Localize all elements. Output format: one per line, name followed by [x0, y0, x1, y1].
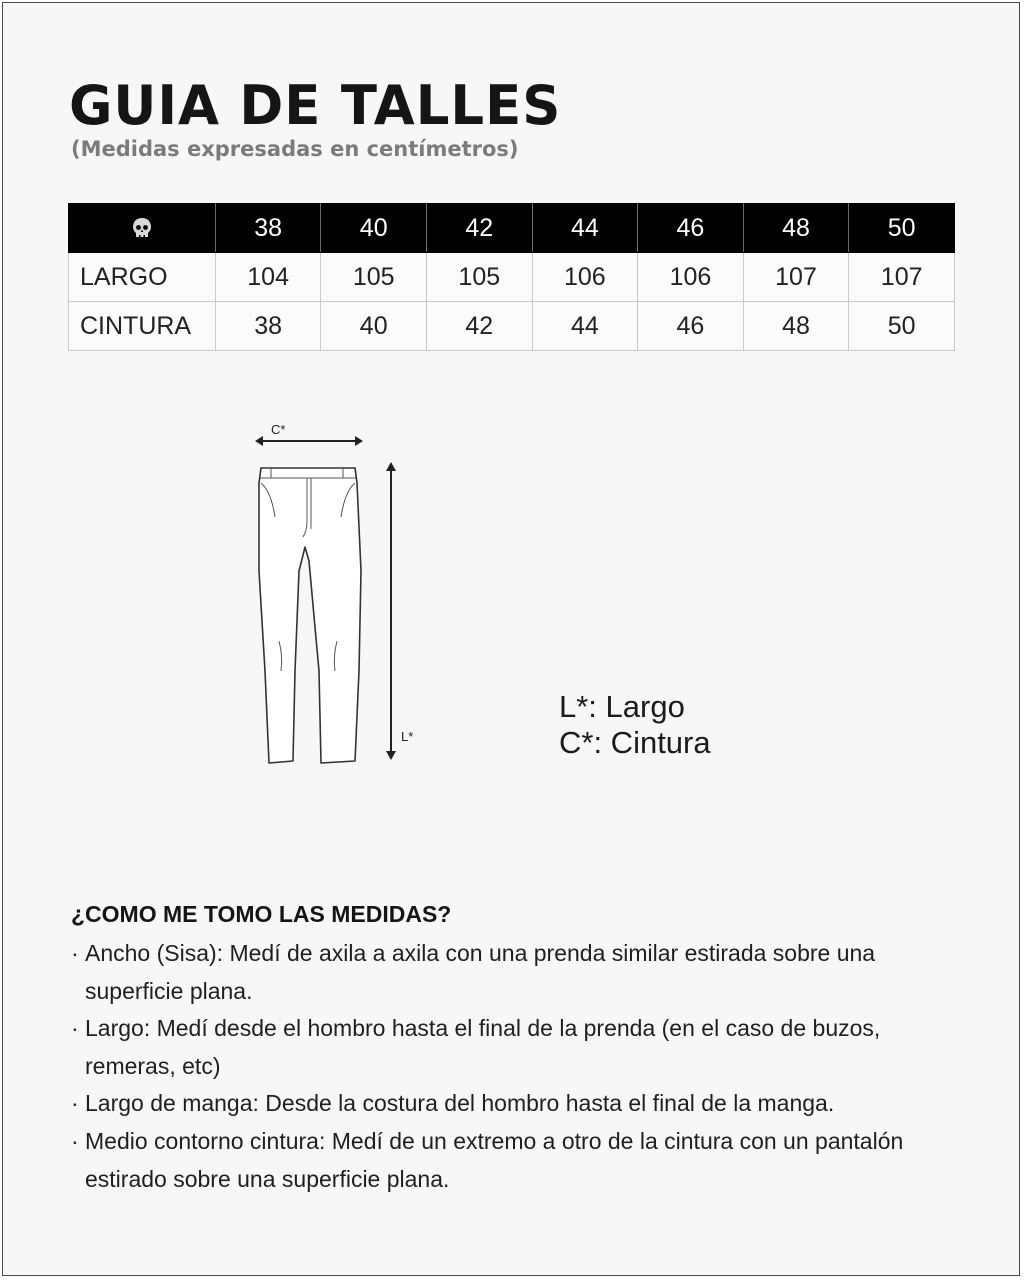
size-header-cell: 48 [743, 204, 849, 253]
length-arrow [386, 462, 396, 760]
list-item-text: Largo de manga: Desde la costura del hombro hasta el final de la manga. [85, 1090, 835, 1117]
table-cell: 42 [427, 302, 533, 351]
waist-arrow [255, 436, 363, 446]
size-header-cell: 38 [215, 204, 321, 253]
list-item [71, 1010, 971, 1085]
bullet: · [71, 940, 79, 966]
table-cell: 40 [321, 302, 427, 351]
measurement-legend [559, 689, 711, 761]
pants-diagram [249, 421, 429, 771]
list-item [71, 1123, 971, 1198]
row-label: CINTURA [69, 302, 216, 351]
size-table [68, 203, 955, 351]
size-header-cell: 44 [532, 204, 638, 253]
table-cell: 105 [321, 253, 427, 302]
howto-list [71, 935, 971, 1198]
table-cell: 48 [743, 302, 849, 351]
length-marker: L* [401, 729, 414, 744]
table-cell: 104 [215, 253, 321, 302]
list-item-text: Medio contorno cintura: Medí de un extremo a otro de la cintura con un pantalón estirado sobre una superficie plana. [85, 1127, 904, 1192]
table-cell: 107 [743, 253, 849, 302]
row-label: LARGO [69, 253, 216, 302]
table-cell: 106 [532, 253, 638, 302]
size-header-cell: 42 [427, 204, 533, 253]
page-title: GUIA DE TALLES [69, 74, 562, 137]
list-item-text: Ancho (Sisa): Medí de axila a axila con una prenda similar estirada sobre una superficie plana. [85, 940, 876, 1004]
howto-title: ¿COMO ME TOMO LAS MEDIDAS? [71, 901, 452, 927]
waist-marker: C* [271, 422, 286, 437]
table-cell: 106 [638, 253, 744, 302]
bullet: · [71, 1127, 79, 1154]
bullet: · [71, 1090, 79, 1117]
size-guide-page [2, 2, 1020, 1276]
table-cell: 44 [532, 302, 638, 351]
table-cell: 38 [215, 302, 321, 351]
skull-icon [69, 204, 216, 253]
list-item [71, 935, 971, 1010]
table-row-largo [69, 253, 955, 302]
page-subtitle: (Medidas expresadas en centímetros) [71, 137, 519, 161]
table-row-cintura [69, 302, 955, 351]
legend-cintura: C*: Cintura [559, 725, 711, 760]
size-table-header-row [69, 204, 955, 253]
size-header-cell: 46 [638, 204, 744, 253]
list-item [71, 1085, 971, 1123]
table-cell: 107 [849, 253, 955, 302]
bullet: · [71, 1015, 79, 1042]
table-cell: 105 [427, 253, 533, 302]
size-header-cell: 40 [321, 204, 427, 253]
legend-largo: L*: Largo [559, 689, 685, 724]
list-item-text: Largo: Medí desde el hombro hasta el final de la prenda (en el caso de buzos, remeras, etc) [85, 1015, 881, 1079]
table-cell: 50 [849, 302, 955, 351]
size-header-cell: 50 [849, 204, 955, 253]
table-cell: 46 [638, 302, 744, 351]
